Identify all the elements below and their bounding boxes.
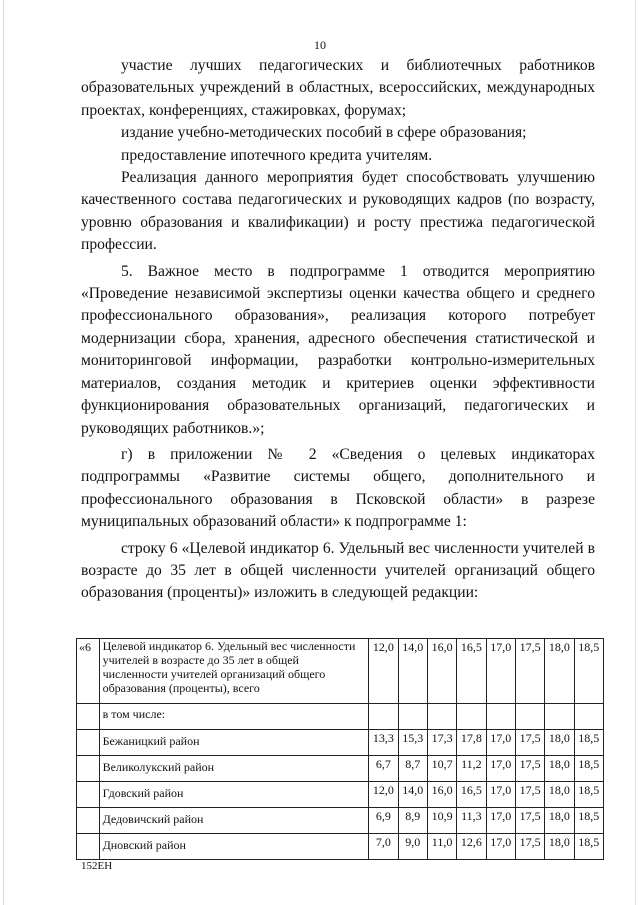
value-cell: 10,7 (427, 756, 456, 782)
value-cell: 18,0 (545, 782, 574, 808)
value-cell: 18,5 (574, 782, 603, 808)
empty-cell (398, 704, 427, 730)
region-name: Бежаницкий район (99, 730, 369, 756)
value-cell: 14,0 (398, 639, 427, 704)
value-cell: 12,6 (457, 834, 486, 860)
value-cell: 14,0 (398, 782, 427, 808)
value-cell: 16,5 (457, 782, 486, 808)
empty-cell (457, 704, 486, 730)
empty-cell (77, 782, 100, 808)
region-name: Дедовичский район (99, 808, 369, 834)
subheader-label: в том числе: (99, 704, 369, 730)
value-cell: 17,0 (486, 808, 515, 834)
region-name: Дновский район (99, 834, 369, 860)
value-cell: 6,9 (369, 808, 398, 834)
empty-cell (545, 704, 574, 730)
page-edge-right (635, 0, 636, 905)
table-row-gdovsky (77, 782, 604, 808)
value-cell: 18,0 (545, 756, 574, 782)
value-cell: 18,0 (545, 730, 574, 756)
footer-code: 152ЕН (81, 860, 113, 872)
region-name: Великолукский район (99, 756, 369, 782)
value-cell: 17,0 (486, 782, 515, 808)
value-cell: 17,0 (486, 756, 515, 782)
empty-cell (427, 704, 456, 730)
empty-cell (77, 808, 100, 834)
empty-cell (77, 756, 100, 782)
empty-cell (77, 834, 100, 860)
value-cell: 17,0 (486, 834, 515, 860)
table-row-bezhanitsky (77, 730, 604, 756)
empty-cell (486, 704, 515, 730)
value-cell: 11,2 (457, 756, 486, 782)
value-cell: 17,8 (457, 730, 486, 756)
paragraph-row-6: строку 6 «Целевой индикатор 6. Удельный вес численности учителей в возрасте до 35 лет в общей численности учителей организаций общего образования (проценты)» изложить в следующей редакции: (81, 539, 595, 602)
table-row-dnovsky (77, 834, 604, 860)
empty-cell (369, 704, 398, 730)
value-cell: 18,0 (545, 808, 574, 834)
value-cell: 13,3 (369, 730, 398, 756)
paragraph-mortgage: предоставление ипотечного кредита учителям. (121, 146, 433, 164)
value-cell: 17,5 (515, 834, 544, 860)
paragraph-implementation: Реализация данного мероприятия будет способствовать улучшению качественного состава педагогических и руководящих кадров (по возрасту, уровню образования и квалификации) и росту престижа педагогической профессии. (81, 169, 595, 254)
page-number: 10 (314, 38, 326, 52)
region-name: Гдовский район (99, 782, 369, 808)
value-cell: 17,5 (515, 808, 544, 834)
value-cell: 16,0 (427, 782, 456, 808)
empty-cell (77, 730, 100, 756)
table-row-indicator-6 (77, 639, 604, 704)
value-cell: 17,5 (515, 730, 544, 756)
paragraph-manuals: издание учебно-методических пособий в сфере образования; (121, 124, 527, 142)
empty-cell (77, 704, 100, 730)
value-cell: 12,0 (369, 782, 398, 808)
value-cell: 17,5 (515, 639, 544, 704)
empty-cell (515, 704, 544, 730)
value-cell: 18,5 (574, 834, 603, 860)
value-cell: 17,5 (515, 782, 544, 808)
value-cell: 9,0 (398, 834, 427, 860)
row-number: «6 (77, 639, 100, 704)
value-cell: 11,3 (457, 808, 486, 834)
value-cell: 7,0 (369, 834, 398, 860)
value-cell: 12,0 (369, 639, 398, 704)
paragraph-item-5: 5. Важное место в подпрограмме 1 отводится мероприятию «Проведение независимой экспертизы оценки качества общего и среднего профессионального образования», реализация которого потребует модернизации сбора, хранения, адресного обеспечения статистической и мониторинговой информации, разработки контрольно-измерительных материалов, создания методик и критериев оценки эффективности функционирования образовательных организаций, педагогических и руководящих работников.»; (81, 262, 595, 437)
value-cell: 8,7 (398, 756, 427, 782)
value-cell: 16,0 (427, 639, 456, 704)
value-cell: 16,5 (457, 639, 486, 704)
indicator-label: Целевой индикатор 6. Удельный вес численности учителей в возрасте до 35 лет в общей численности учителей организаций общего образования (проценты), всего (99, 639, 369, 704)
page-edge-left (3, 0, 4, 905)
empty-cell (574, 704, 603, 730)
paragraph-participation: участие лучших педагогических и библиотечных работников образовательных учреждений в областных, всероссийских, международных проектах, конференциях, стажировках, форумах; (81, 57, 595, 119)
value-cell: 17,3 (427, 730, 456, 756)
table-row-velikoluksky (77, 756, 604, 782)
paragraph-appendix-2: г) в приложении № 2 «Сведения о целевых индикаторах подпрограммы «Развитие системы общего, дополнительного и профессионального образования в Псковской области» в разрезе муниципальных образований области» к подпрограмме 1: (81, 445, 595, 531)
value-cell: 17,0 (486, 730, 515, 756)
indicator-table (76, 638, 604, 860)
body-text (81, 55, 595, 605)
value-cell: 17,5 (515, 756, 544, 782)
value-cell: 18,0 (545, 834, 574, 860)
value-cell: 17,0 (486, 639, 515, 704)
value-cell: 6,7 (369, 756, 398, 782)
value-cell: 15,3 (398, 730, 427, 756)
value-cell: 11,0 (427, 834, 456, 860)
value-cell: 18,0 (545, 639, 574, 704)
value-cell: 8,9 (398, 808, 427, 834)
table-row-dedovichsky (77, 808, 604, 834)
value-cell: 18,5 (574, 730, 603, 756)
table-row-subheader (77, 704, 604, 730)
value-cell: 18,5 (574, 808, 603, 834)
value-cell: 18,5 (574, 756, 603, 782)
value-cell: 18,5 (574, 639, 603, 704)
value-cell: 10,9 (427, 808, 456, 834)
